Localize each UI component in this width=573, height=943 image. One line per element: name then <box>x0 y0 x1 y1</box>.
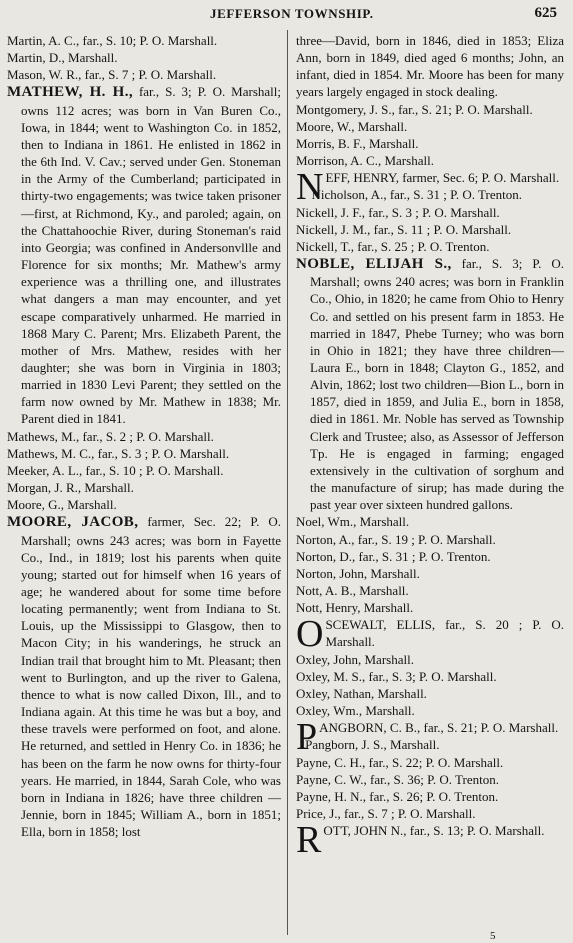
directory-entry <box>296 565 564 582</box>
page-number: 625 <box>534 5 557 21</box>
entry-text: Morgan, J. R., Marshall. <box>7 480 134 496</box>
right-column <box>296 32 564 862</box>
entry-text: Oxley, Wm., Marshall. <box>296 703 415 719</box>
entry-text: OTT, JOHN N., far., S. 13; P. O. Marshall. <box>323 823 545 839</box>
directory-entry <box>296 221 564 238</box>
drop-cap: N <box>296 166 324 209</box>
entry-name: NOBLE, ELIJAH S., <box>296 256 452 273</box>
entry-text: Mason, W. R., far., S. 7 ; P. O. Marshall. <box>7 67 217 83</box>
page-header <box>0 6 573 26</box>
directory-entry <box>296 685 564 702</box>
biography-entry <box>7 83 281 427</box>
directory-entry <box>296 186 564 203</box>
signature-mark: 5 <box>490 930 496 942</box>
entry-text: Nott, A. B., Marshall. <box>296 583 409 598</box>
entry-text: Payne, H. N., far., S. 26; P. O. Trenton. <box>296 788 499 804</box>
directory-entry <box>296 668 564 685</box>
entry-text: Moore, W., Marshall. <box>296 118 408 134</box>
entry-text: Nickell, J. M., far., S. 11 ; P. O. Marshall. <box>296 221 512 237</box>
entry-text: Nickell, J. F., far., S. 3 ; P. O. Marshall. <box>296 204 500 220</box>
entry-text: Moore, G., Marshall. <box>7 497 117 513</box>
entry-text: three—David, born in 1846, died in 1853; Eliza Ann, born in 1849, died aged 6 months; John, an infant, died in 1854. Mr. Moore has been for many years largely engaged in stock dealing. <box>296 33 564 100</box>
biography-entry <box>296 255 564 513</box>
entry-text: Norton, A., far., S. 19 ; P. O. Marshall. <box>296 531 496 547</box>
entry-text: Oxley, Nathan, Marshall. <box>296 685 427 701</box>
directory-entry <box>296 513 564 530</box>
directory-entry <box>7 49 281 66</box>
entry-text: Meeker, A. L., far., S. 10 ; P. O. Marshall. <box>7 462 224 478</box>
left-column <box>7 32 281 840</box>
entry-text: Morris, B. F., Marshall. <box>296 135 419 151</box>
directory-entry <box>296 152 564 169</box>
directory-entry <box>296 651 564 668</box>
entry-text: Mathews, M., far., S. 2 ; P. O. Marshall. <box>7 428 214 444</box>
directory-entry <box>296 101 564 118</box>
entry-text: Norton, John, Marshall. <box>296 565 420 581</box>
entry-text: Payne, C. W., far., S. 36; P. O. Trenton. <box>296 771 499 787</box>
entry-text: Norton, D., far., S. 31 ; P. O. Trenton. <box>296 548 491 564</box>
directory-entry <box>296 531 564 548</box>
directory-entry <box>7 445 281 462</box>
drop-cap: R <box>296 819 322 862</box>
directory-entry <box>296 582 564 599</box>
directory-entry <box>7 428 281 445</box>
directory-entry <box>296 771 564 788</box>
directory-entry <box>7 462 281 479</box>
directory-entry <box>7 479 281 496</box>
directory-entry <box>296 238 564 255</box>
directory-entry <box>7 496 281 513</box>
entry-name: MATHEW, H. H., <box>7 84 134 101</box>
directory-entry <box>296 32 564 101</box>
entry-text: Oxley, M. S., far., S. 3; P. O. Marshall. <box>296 668 497 684</box>
entry-text: Martin, D., Marshall. <box>7 50 118 66</box>
directory-entry <box>296 204 564 221</box>
directory-entry <box>296 135 564 152</box>
biography-entry <box>7 513 281 840</box>
entry-text: farmer, Sec. 22; P. O. Marshall; owns 243 acres; was born in Fayette Co., Ind., in 1819; lost his parents when quite young; started out for himself when 16 years of age; he wandered about for some time before locating permanently; went from Indiana to St. Louis, up the Mississippi to Glasgow, then to Macon City; in his wanderings, he struck an Indian trail that brought him to Mt. Pleasant; then went to Burlington, and up the river to Galena, thence to what is now called Dixon, Ill., and to Indiana again. At this time he was but a boy, and these travels were performed on foot, and alone. He returned, and settled in Henry Co. in 1836; he has been on the farm he now owns for thirty-four years. He married, in 1844, Sarah Cole, who was born in Indiana in 1826; have three children —Jennie, born in 1845; William A., born in 1851; Ella, born in 1858; lost <box>21 514 281 840</box>
directory-entry <box>7 32 281 49</box>
directory-entry <box>296 118 564 135</box>
entry-text: Price, J., far., S. 7 ; P. O. Marshall. <box>296 806 476 822</box>
directory-entry <box>296 702 564 719</box>
entry-text: Oxley, John, Marshall. <box>296 651 414 667</box>
entry-text: SCEWALT, ELLIS, far., S. 20 ; P. O. Marshall. <box>325 617 564 650</box>
drop-cap: P <box>296 716 318 759</box>
entry-text: Noel, Wm., Marshall. <box>296 514 410 530</box>
directory-entry <box>296 754 564 771</box>
entry-text: Mathews, M. C., far., S. 3 ; P. O. Marshall. <box>7 445 230 461</box>
column-divider <box>287 30 288 935</box>
directory-entry <box>296 805 564 822</box>
directory-entry <box>296 819 564 862</box>
running-title: JEFFERSON TOWNSHIP. <box>210 6 374 21</box>
entry-text: ANGBORN, C. B., far., S. 21; P. O. Marshall. <box>319 720 559 736</box>
entry-text: far., S. 3; P. O. Marshall; owns 240 acres; was born in Franklin Co., Ohio, in 1820; he came from Ohio to Henry Co. and settled on his present farm in 1853. He married in 1847, Phebe Turney; who was born in Ohio in 1821; they have three children—Laura E., born in 1848; Clayton G., 1852, and Alvin, 1862; lost two children—Bion L., born in 1857, died in 1859, and Julia E., born in 1858, died in 1861. Mr. Noble has served as Township Clerk and Trustee; also, as Assessor of Jefferson Tp. He is engaged in farming; engaged extensively in the cultivation of sorghum and the manufacture of sirup; has made during the past year over sixteen hundred gallons. <box>310 256 564 513</box>
entry-text: Nickell, T., far., S. 25 ; P. O. Trenton. <box>296 238 490 254</box>
entry-text: Pangborn, J. S., Marshall. <box>305 737 440 753</box>
entry-text: Montgomery, J. S., far., S. 21; P. O. Marshall. <box>296 101 533 117</box>
entry-text: Nicholson, A., far., S. 31 ; P. O. Trenton. <box>311 187 523 203</box>
directory-entry <box>296 736 564 753</box>
entry-text: Nott, Henry, Marshall. <box>296 600 414 616</box>
entry-text: Martin, A. C., far., S. 10; P. O. Marshall. <box>7 33 218 48</box>
directory-entry <box>296 613 564 656</box>
entry-text: Payne, C. H., far., S. 22; P. O. Marshall. <box>296 754 504 770</box>
entry-text: far., S. 3; P. O. Marshall; owns 112 acres; was born in Van Buren Co., Iowa, in 1844; went to Washington Co. in 1852, then to Indiana in 1861. He enlisted in 1862 in the 6th Ind. V. Cav.; served under Gen. Stoneman in the Army of the Cumberland; participated in thirty-two engagements; was twice taken prisoner —first, at Richmond, Ky., and paroled; again, on the Chattahoochie River, during Stoneman's raid into Georgia; was confined in Andersonvllle and Florence for six months; Mr. Mathew's army experience was a thrilling one, and illustrates what dangers a man may encounter, and yet escape comparatively unharmed. He married in 1868 Mary C. Parent; Mrs. Elizabeth Parent, the mother of Mrs. Mathew, resides with her daughter; she was born in Virginia in 1803; married in 1830 Levi Parent; they settled on the farm now owned by Mr. Mathew in 1838; Mr. Parent died in 1841. <box>21 84 281 427</box>
directory-entry <box>7 66 281 83</box>
directory-entry <box>296 788 564 805</box>
directory-entry <box>296 599 564 616</box>
directory-entry <box>296 548 564 565</box>
entry-name: MOORE, JACOB, <box>7 514 139 531</box>
drop-cap: O <box>296 613 324 656</box>
entry-text: EFF, HENRY, farmer, Sec. 6; P. O. Marshall. <box>325 170 560 186</box>
entry-text: Morrison, A. C., Marshall. <box>296 153 434 169</box>
